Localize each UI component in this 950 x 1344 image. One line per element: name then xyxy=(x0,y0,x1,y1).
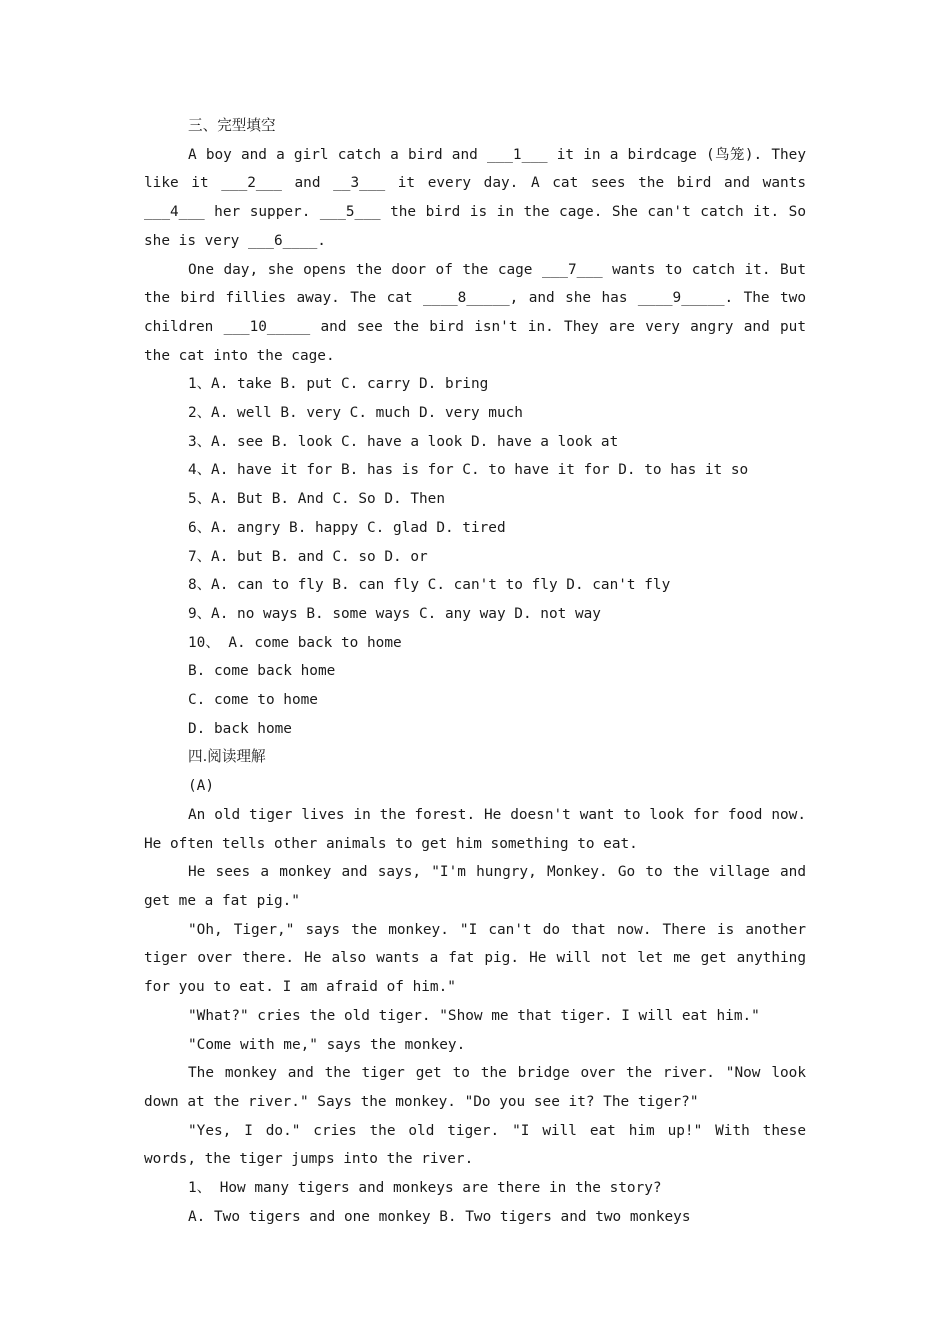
cloze-option-1: 1、A. take B. put C. carry D. bring xyxy=(188,376,489,393)
reading-paragraph-7: "Yes, I do." cries the old tiger. "I will eat him up!" With these words, the tiger jumps into the river. xyxy=(144,1122,815,1168)
cloze-option-10: 10、 A. come back to home xyxy=(188,634,402,651)
reading-paragraph-3: "Oh, Tiger," says the monkey. "I can't do that now. There is another tiger over there. He also wants a fat pig. He will not let me get anything for you to eat. I am afraid of him." xyxy=(144,921,815,996)
reading-paragraph-6: The monkey and the tiger get to the bridge over the river. "Now look down at the river." Says the monkey. "Do you see it? The tiger?" xyxy=(144,1065,815,1110)
section-3-title: 三、完型填空 xyxy=(188,117,276,134)
cloze-option-5: 5、A. But B. And C. So D. Then xyxy=(188,491,445,508)
section-4-title: 四.阅读理解 xyxy=(188,748,266,766)
cloze-paragraph-1: A boy and a girl catch a bird and ___1___ it in a birdcage (鸟笼). They like it ___2___ and __3___ it every day. A cat sees the bird and wants ___4___ her supper. ___5___ the bird is in the cage. She can't catch it. So she is very ___6____. xyxy=(144,146,815,249)
reading-paragraph-1: An old tiger lives in the forest. He doesn't want to look for food now. He often tells other animals to get him something to eat. xyxy=(144,806,815,852)
cloze-option-6: 6、A. angry B. happy C. glad D. tired xyxy=(188,519,506,536)
reading-paragraph-5: "Come with me," says the monkey. xyxy=(188,1036,466,1053)
reading-question-1: 1、 How many tigers and monkeys are there in the story? xyxy=(188,1180,662,1197)
cloze-option-10-b: B. come back home xyxy=(188,663,336,680)
reading-question-1-options: A. Two tigers and one monkey B. Two tigers and two monkeys xyxy=(188,1208,691,1225)
reading-paragraph-4: "What?" cries the old tiger. "Show me that tiger. I will eat him." xyxy=(188,1007,760,1024)
document-page xyxy=(144,112,815,1231)
cloze-paragraph-2: One day, she opens the door of the cage ___7___ wants to catch it. But the bird fillies away. The cat ____8_____, and she has ____9_____. The two children ___10_____ and see the bird isn't in. They are very angry and put the cat into the cage. xyxy=(144,261,815,364)
cloze-option-10-c: C. come to home xyxy=(188,692,318,709)
cloze-option-4: 4、A. have it for B. has is for C. to have it for D. to has it so xyxy=(188,462,749,479)
cloze-option-2: 2、A. well B. very C. much D. very much xyxy=(188,405,523,422)
cloze-option-3: 3、A. see B. look C. have a look D. have a look at xyxy=(188,433,619,450)
cloze-option-7: 7、A. but B. and C. so D. or xyxy=(188,548,428,565)
cloze-option-10-d: D. back home xyxy=(188,720,292,737)
cloze-option-9: 9、A. no ways B. some ways C. any way D. not way xyxy=(188,605,601,622)
passage-a-label: (A) xyxy=(188,778,214,795)
reading-paragraph-2: He sees a monkey and says, "I'm hungry, Monkey. Go to the village and get me a fat pig." xyxy=(144,864,815,909)
cloze-option-8: 8、A. can to fly B. can fly C. can't to fly D. can't fly xyxy=(188,577,671,594)
